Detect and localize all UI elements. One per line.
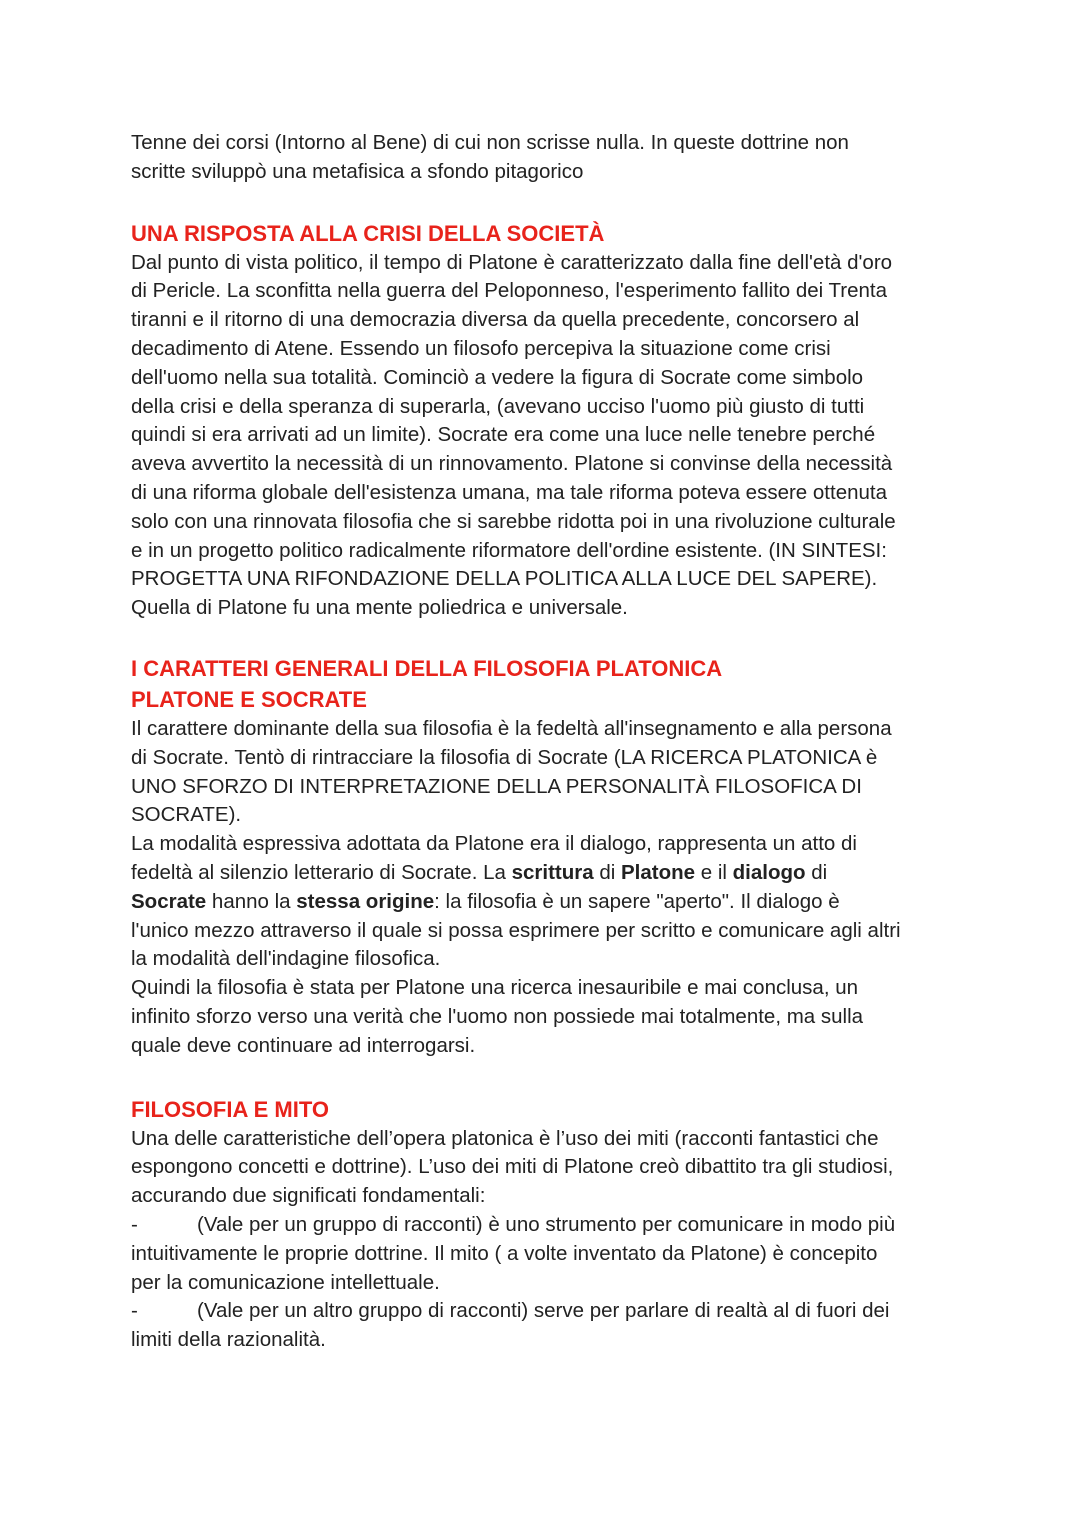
paragraph-line: Il carattere dominante della sua filosofia è la fedeltà all'insegnamento e alla persona <box>131 716 892 740</box>
paragraph-line: Una delle caratteristiche dell’opera platonica è l’uso dei miti (racconti fantastici che <box>131 1126 879 1150</box>
paragraph-line: La modalità espressiva adottata da Platone era il dialogo, rappresenta un atto di <box>131 832 857 856</box>
bullet-dash: - <box>131 1212 138 1236</box>
paragraph-line: limiti della razionalità. <box>131 1328 326 1352</box>
text-run: di <box>593 860 621 884</box>
section-subheading-platone-socrate: PLATONE E SOCRATE <box>131 686 367 712</box>
paragraph-line: Quindi la filosofia è stata per Platone una ricerca inesauribile e mai conclusa, un <box>131 976 859 1000</box>
bold-run: dialogo <box>732 860 806 884</box>
bullet-line <box>131 1211 961 1240</box>
paragraph-line: espongono concetti e dottrine). L’uso dei miti di Platone creò dibattito tra gli studiosi, <box>131 1155 894 1179</box>
paragraph-line: SOCRATE). <box>131 803 242 827</box>
text-run: hanno la <box>206 889 297 913</box>
section-heading-crisi: UNA RISPOSTA ALLA CRISI DELLA SOCIETÀ <box>131 220 605 246</box>
paragraph-line: infinito sforzo verso una verità che l'uomo non possiede mai totalmente, ma sulla <box>131 1004 864 1028</box>
paragraph-line: tiranni e il ritorno di una democrazia diversa da quella precedente, concorsero al <box>131 308 860 332</box>
bold-run: scrittura <box>511 860 594 884</box>
paragraph-line: della crisi e della speranza di superarla, (avevano ucciso l'uomo più giusto di tutti <box>131 394 865 418</box>
paragraph-line: decadimento di Atene. Essendo un filosofo percepiva la situazione come crisi <box>131 336 831 360</box>
text-run: fedeltà al silenzio letterario di Socrate. La <box>131 860 512 884</box>
paragraph-line: la modalità dell'indagine filosofica. <box>131 947 441 971</box>
bullet-text: (Vale per un altro gruppo di racconti) serve per parlare di realtà al di fuori dei <box>197 1299 890 1323</box>
bold-run: stessa origine <box>296 889 435 913</box>
paragraph-line-mixed <box>131 888 961 917</box>
paragraph-line: quindi si era arrivati ad un limite). Socrate era come una luce nelle tenebre perché <box>131 423 876 447</box>
document-page <box>131 129 961 1355</box>
paragraph-line: solo con una rinnovata filosofia che si sarebbe ridotta poi in una rivoluzione culturale <box>131 509 896 533</box>
section-heading-caratteri: I CARATTERI GENERALI DELLA FILOSOFIA PLATONICA <box>131 655 723 681</box>
paragraph-line: dell'uomo nella sua totalità. Cominciò a vedere la figura di Socrate come simbolo <box>131 365 864 389</box>
paragraph-line: aveva avvertito la necessità di un rinnovamento. Platone si convinse della necessità <box>131 452 893 476</box>
paragraph-line: intuitivamente le proprie dottrine. Il mito ( a volte inventato da Platone) è concepito <box>131 1241 878 1265</box>
intro-line: scritte sviluppò una metafisica a sfondo pitagorico <box>131 159 584 183</box>
paragraph-line: Dal punto di vista politico, il tempo di Platone è caratterizzato dalla fine dell'età d'oro <box>131 250 893 274</box>
bold-run: Platone <box>621 860 696 884</box>
paragraph-line: accurando due significati fondamentali: <box>131 1184 486 1208</box>
paragraph-line: l'unico mezzo attraverso il quale si possa esprimere per scritto e comunicare agli altri <box>131 918 901 942</box>
bullet-dash: - <box>131 1299 138 1323</box>
intro-line: Tenne dei corsi (Intorno al Bene) di cui non scrisse nulla. In queste dottrine non <box>131 131 849 154</box>
paragraph-line-mixed <box>131 859 961 888</box>
bullet-line <box>131 1297 961 1326</box>
text-run: : la filosofia è un sapere "aperto". Il dialogo è <box>434 889 840 913</box>
bullet-text: (Vale per un gruppo di racconti) è uno strumento per comunicare in modo più <box>197 1212 896 1236</box>
section-heading-mito: FILOSOFIA E MITO <box>131 1096 329 1122</box>
paragraph-line: per la comunicazione intellettuale. <box>131 1270 440 1294</box>
paragraph-line: Quella di Platone fu una mente poliedrica e universale. <box>131 596 628 620</box>
paragraph-line: UNO SFORZO DI INTERPRETAZIONE DELLA PERSONALITÀ FILOSOFICA DI <box>131 774 862 798</box>
paragraph-line: e in un progetto politico radicalmente riformatore dell'ordine esistente. (IN SINTESI: <box>131 538 887 562</box>
text-run: e il <box>695 860 733 884</box>
text-run: di <box>805 860 828 884</box>
bold-run: Socrate <box>131 889 207 913</box>
paragraph-line: PROGETTA UNA RIFONDAZIONE DELLA POLITICA ALLA LUCE DEL SAPERE). <box>131 567 878 591</box>
paragraph-line: di Socrate. Tentò di rintracciare la filosofia di Socrate (LA RICERCA PLATONICA è <box>131 745 878 769</box>
paragraph-line: di Pericle. La sconfitta nella guerra del Peloponneso, l'esperimento fallito dei Trenta <box>131 279 888 303</box>
paragraph-line: quale deve continuare ad interrogarsi. <box>131 1033 476 1057</box>
paragraph-line: di una riforma globale dell'esistenza umana, ma tale riforma poteva essere ottenuta <box>131 480 887 504</box>
